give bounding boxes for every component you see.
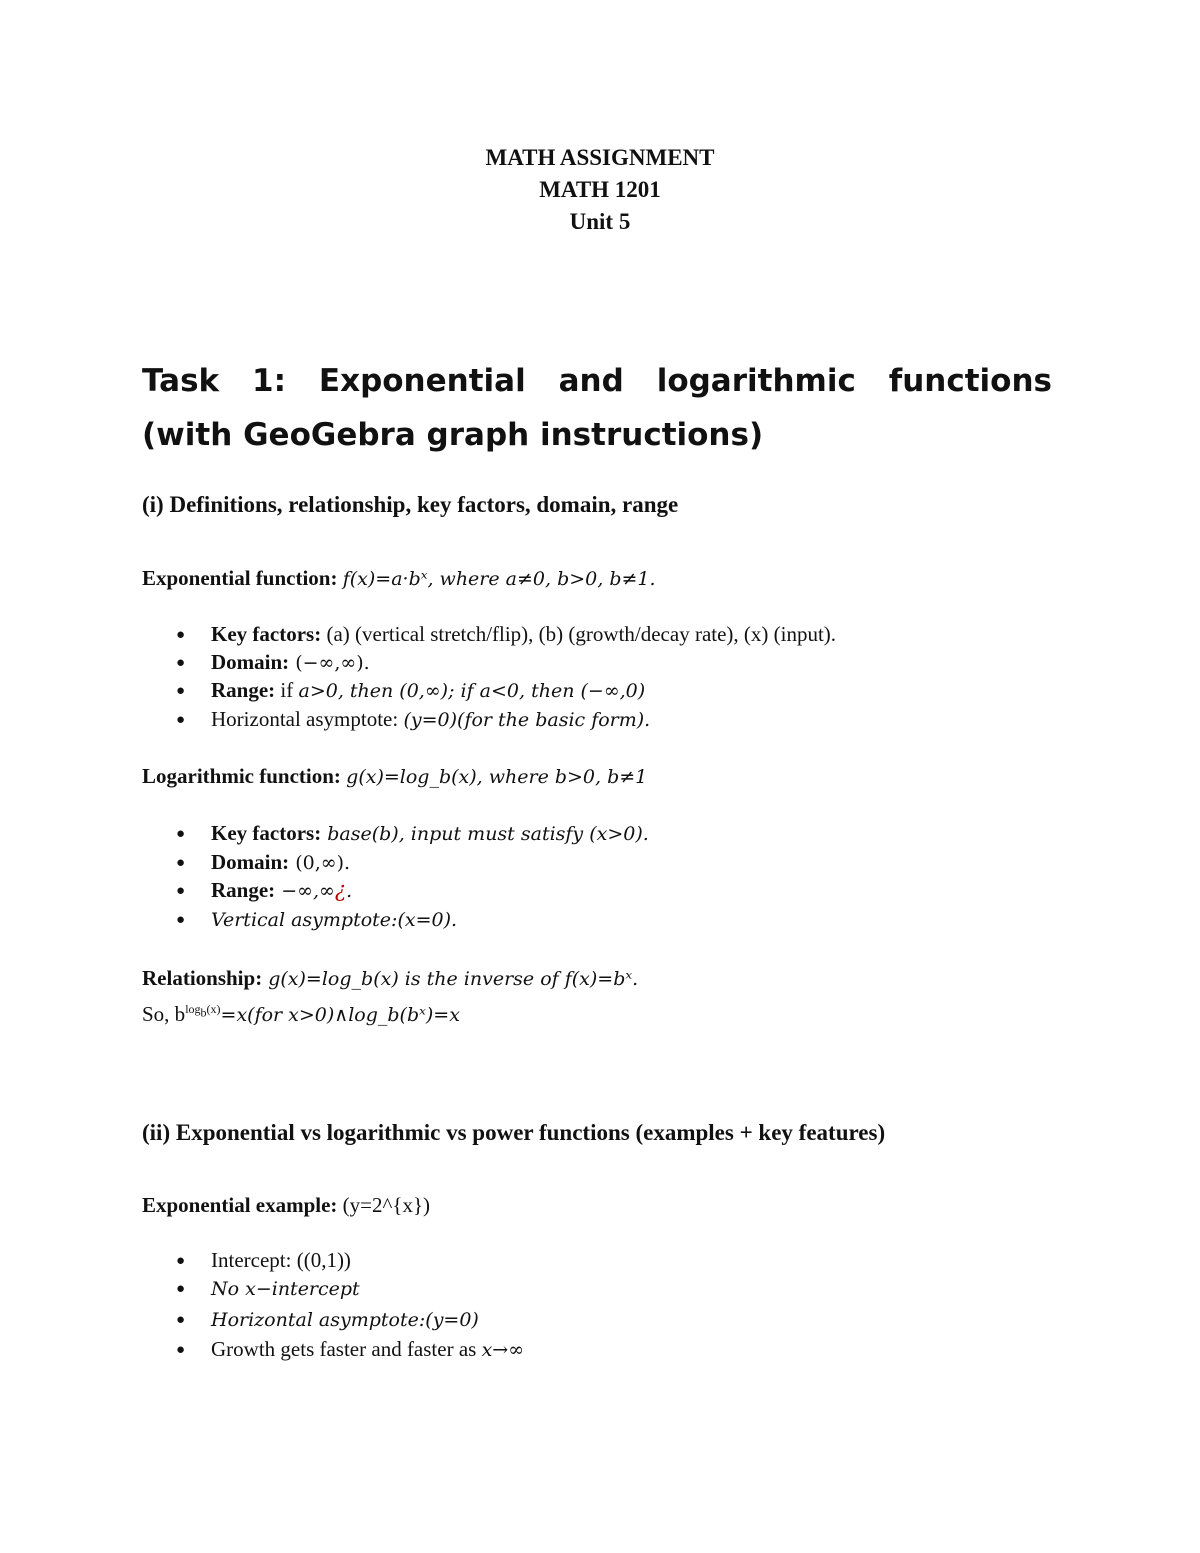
logarithmic-formula: g(x)=log_b(x), where b>0, b≠1 xyxy=(346,766,648,788)
list-item: ● Key factors: base(b), input must satisfy (x>0). xyxy=(176,821,649,845)
unit-label: Unit 5 xyxy=(569,209,631,234)
list-item: ● Domain: (−∞,∞). xyxy=(176,650,370,674)
task-title-line-1: Task 1: Exponential and logarithmic functions xyxy=(142,363,1052,399)
course-code: MATH 1201 xyxy=(539,177,661,202)
error-glyph: ¿ xyxy=(334,878,347,902)
bullet-icon: ● xyxy=(176,826,186,842)
task-title-line-2: (with GeoGebra graph instructions) xyxy=(142,417,764,453)
bullet-icon: ● xyxy=(176,855,186,871)
bullet-icon: ● xyxy=(176,683,186,699)
list-item: ● Horizontal asymptote:(y=0) xyxy=(176,1309,479,1331)
title-line-1: MATH ASSIGNMENT xyxy=(485,145,715,170)
inverse-identity: So, $b^{log_b(x)}=x(for$ x>0)∧log_b(bˣ)=x xyxy=(142,1002,460,1026)
section-ii-heading: (ii) Exponential vs logarithmic vs power functions (examples + key features) xyxy=(142,1120,886,1145)
bullet-icon: ● xyxy=(176,883,186,899)
exponential-label: Exponential function: xyxy=(142,566,338,590)
section-i-heading: (i) Definitions, relationship, key factors, domain, range xyxy=(142,492,679,517)
bullet-icon: ● xyxy=(176,1312,186,1328)
bullet-icon: ● xyxy=(176,655,186,671)
bullet-icon: ● xyxy=(176,712,186,728)
relationship xyxy=(142,966,638,991)
list-item: ● Key factors: (a) (vertical stretch/flip), (b) (growth/decay rate), (x) (input). xyxy=(176,622,837,646)
relationship-label: Relationship: xyxy=(142,966,263,990)
exponential-definition xyxy=(142,566,656,591)
list-item: ● No x−intercept xyxy=(176,1278,360,1300)
list-item: ● Growth gets faster and faster as x→∞ xyxy=(176,1337,525,1361)
list-item: ● Range: if a>0, then (0,∞); if a<0, then (−∞,0) xyxy=(176,678,646,702)
bullet-icon: ● xyxy=(176,912,186,928)
list-item: ● Horizontal asymptote: (y=0)(for the basic form). xyxy=(176,707,651,731)
logarithmic-definition xyxy=(142,764,647,789)
bullet-icon: ● xyxy=(176,1342,186,1358)
list-item: ● Range: −∞,∞¿. xyxy=(176,878,353,902)
logarithmic-label: Logarithmic function: xyxy=(142,764,341,788)
exponential-example: Exponential example: (y=2^{x}) xyxy=(142,1193,431,1217)
bullet-icon: ● xyxy=(176,627,186,643)
list-item: ● Domain: (0,∞). xyxy=(176,850,351,874)
bullet-icon: ● xyxy=(176,1253,186,1269)
bullet-icon: ● xyxy=(176,1281,186,1297)
list-item: ● Vertical asymptote:(x=0). xyxy=(176,909,458,931)
exponential-formula: f(x)=a·bˣ, where a≠0, b>0, b≠1. xyxy=(342,568,656,590)
list-item: ● Intercept: ((0,1)) xyxy=(176,1248,351,1272)
relationship-text: g(x)=log_b(x) is the inverse of f(x)=bˣ. xyxy=(262,968,639,990)
